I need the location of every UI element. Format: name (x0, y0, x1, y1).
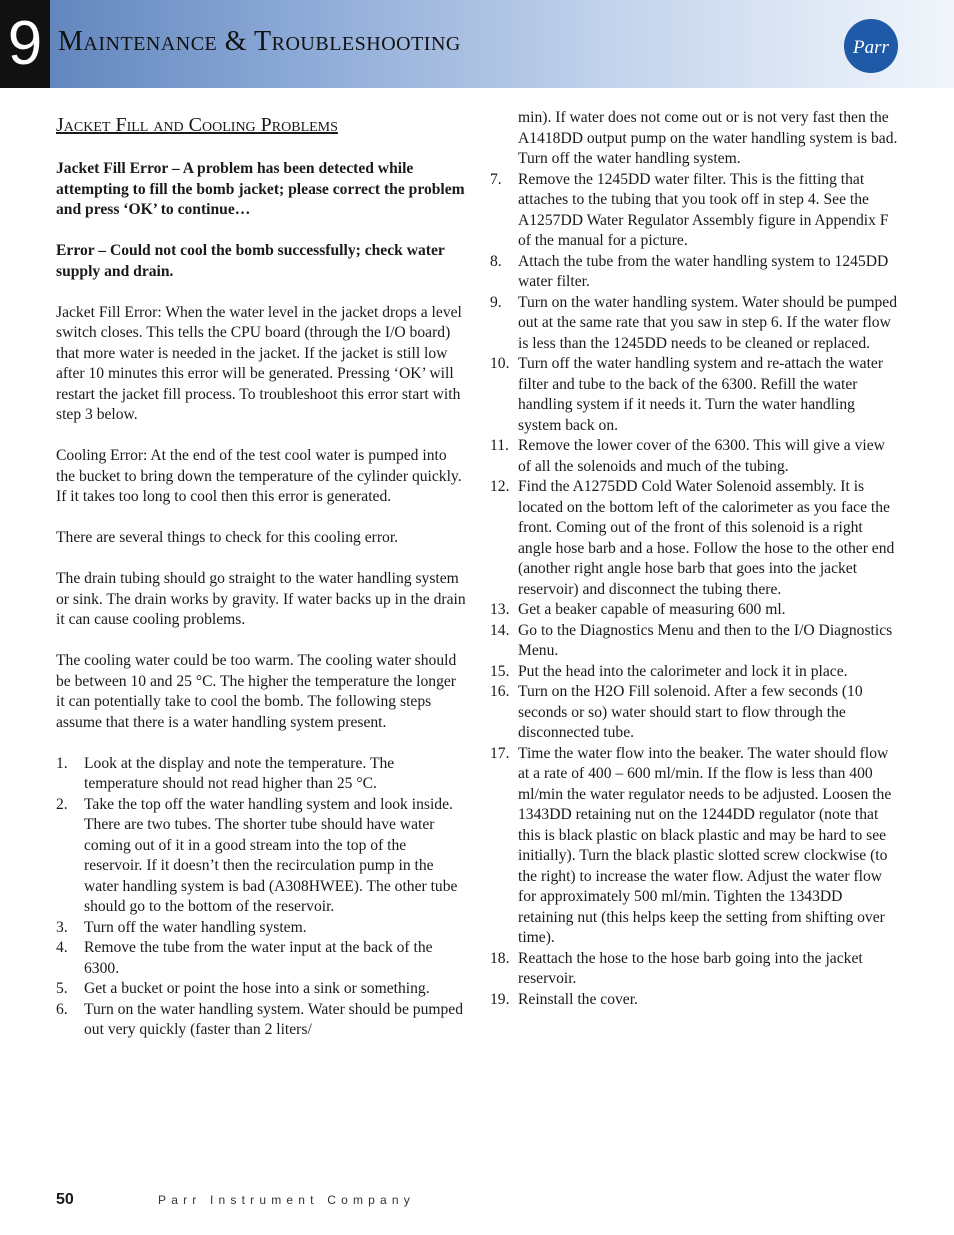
step-text: Put the head into the calorimeter and lock it in place. (518, 662, 848, 680)
logo-text: Parr (853, 37, 889, 58)
step-text: Find the A1275DD Cold Water Solenoid assembly. It is located on the bottom left of the calorimeter as you face the front. Coming out of the front of this solenoid is a right angle hose barb and a hose. Follow the hose to the other end (another right angle hose barb that goes into the jacket reservoir) and disconnect the tubing there. (518, 478, 895, 598)
step-text: Turn on the H2O Fill solenoid. After a few seconds (10 seconds or so) water should start to flow through the disconnected tube. (518, 683, 863, 741)
list-item (490, 682, 900, 744)
paragraph-jacket-fill: Jacket Fill Error: When the water level in the jacket drops a level switch closes. This tells the CPU board (through the I/O board) that more water is needed in the jacket. If the jacket is still low after 10 minutes this error will be generated. Pressing ‘OK’ will restart the jacket fill process. To troubleshoot this error start with step 3 below. (56, 303, 462, 423)
step-number: 4. (56, 939, 68, 956)
step-text: Take the top off the water handling system and look inside. There are two tubes. The shorter tube should have water coming out of it in a good stream into the top of the reservoir. If it doesn’t then the recirculation pump in the water handling system is bad (A308HWEE). The other tube should go to the bottom of the reservoir. (84, 795, 458, 915)
step-number: 1. (56, 754, 68, 772)
list-item (56, 938, 466, 979)
step-number: 2. (56, 795, 68, 813)
list-item (490, 949, 900, 990)
step-text: Remove the 1245DD water filter. This is the fitting that attaches to the tubing that you took off in step 4. See the A1257DD Water Regulator Assembly figure in Appendix F of the manual for a picture. (518, 170, 889, 249)
list-item (56, 1000, 466, 1041)
chapter-number: 9 (0, 0, 50, 88)
list-item (490, 990, 900, 1011)
list-item (490, 662, 900, 683)
footer-company-name: Parr Instrument Company (158, 1193, 415, 1207)
step-text: Reinstall the cover. (518, 990, 638, 1008)
list-item (490, 600, 900, 621)
error-message-jacket-fill: Jacket Fill Error – A problem has been detected while attempting to fill the bomb jacket; please correct the problem and press ‘OK’ to continue… (56, 160, 465, 218)
list-item (56, 754, 466, 795)
list-item (56, 918, 466, 939)
paragraph-check-intro: There are several things to check for this cooling error. (56, 529, 399, 546)
step-number: 19. (490, 990, 510, 1008)
steps-list-left (56, 754, 466, 1041)
step-number: 17. (490, 744, 510, 762)
list-item (490, 170, 900, 252)
step-text: Time the water flow into the beaker. The water should flow at a rate of 400 – 600 ml/min. If the flow is less than 400 ml/min the water regulator needs to be adjusted. Loosen the 1343DD retaining nut on the 1244DD regulator (note that this is black plastic on black plastic and may be hard to see initially). Turn the black plastic slotted screw clockwise (to the right) to increase the water flow. Adjust the water flow for approximately 500 ml/min. Tighten the 1343DD retaining nut (this helps keep the setting from shifting over time). (518, 744, 892, 946)
paragraph-cooling-error: Cooling Error: At the end of the test cool water is pumped into the bucket to bring down the temperature of the cylinder quickly. If it takes too long to cool then this error is generated. (56, 447, 462, 505)
step-number: 3. (56, 918, 68, 936)
step-number: 8. (490, 252, 502, 270)
step-6-continuation: min). If water does not come out or is not very fast then the A1418DD output pump on the water handling system is bad. Turn off the water handling system. (518, 109, 898, 167)
step-number: 18. (490, 949, 510, 967)
step-number: 9. (490, 293, 502, 311)
list-item (490, 436, 900, 477)
step-number: 10. (490, 355, 510, 372)
step-number: 5. (56, 980, 68, 997)
step-number: 14. (490, 621, 510, 639)
step-text: Turn on the water handling system. Water should be pumped out at the same rate that you saw in step 6. If the water flow is less than the 1245DD needs to be cleaned or replaced. (518, 293, 898, 352)
steps-list-right (490, 170, 900, 1011)
step-text: Get a beaker capable of measuring 600 ml. (518, 601, 786, 618)
right-column (490, 108, 900, 1010)
step-text: Remove the tube from the water input at the back of the 6300. (84, 939, 433, 977)
step-text: Turn off the water handling system. (84, 918, 307, 936)
step-number: 13. (490, 601, 510, 618)
section-title: Jacket Fill and Cooling Problems (56, 114, 338, 136)
step-text: Go to the Diagnostics Menu and then to the I/O Diagnostics Menu. (518, 621, 893, 659)
list-item (490, 621, 900, 662)
step-text: Look at the display and note the temperature. The temperature should not read higher than 25 °C. (84, 754, 395, 792)
step-number: 15. (490, 662, 510, 680)
step-number: 11. (490, 437, 509, 454)
step-number: 16. (490, 683, 510, 700)
step-text: Turn on the water handling system. Water should be pumped out very quickly (faster than 2 liters/ (84, 1000, 464, 1038)
list-item (490, 744, 900, 949)
paragraph-drain: The drain tubing should go straight to the water handling system or sink. The drain works by gravity. If water backs up in the drain it can cause cooling problems. (56, 570, 466, 628)
list-item (490, 252, 900, 293)
step-text: Turn off the water handling system and re-attach the water filter and tube to the back of the 6300. Refill the water handling system if it needs it. Turn the water handling system back on. (518, 355, 884, 434)
list-item (490, 477, 900, 600)
error-message-cooling: Error – Could not cool the bomb successfully; check water supply and drain. (56, 242, 445, 280)
step-number: 12. (490, 478, 510, 495)
chapter-header (0, 0, 954, 88)
list-item (56, 979, 466, 1000)
list-item (490, 354, 900, 436)
page-number: 50 (56, 1191, 74, 1208)
chapter-title: Maintenance & Troubleshooting (58, 26, 461, 57)
step-text: Get a bucket or point the hose into a sink or something. (84, 980, 430, 997)
list-item (56, 795, 466, 918)
step-text: Reattach the hose to the hose barb going into the jacket reservoir. (518, 949, 863, 987)
step-text: Attach the tube from the water handling system to 1245DD water filter. (518, 252, 889, 290)
paragraph-cooling-water: The cooling water could be too warm. The cooling water should be between 10 and 25 °C. The higher the temperature the longer it can potentially take to cool the bomb. The following steps assume that there is a water handling system present. (56, 652, 457, 731)
parr-logo (843, 18, 899, 74)
step-number: 7. (490, 170, 502, 188)
step-text: Remove the lower cover of the 6300. This will give a view of all the solenoids and much of the tubing. (518, 437, 885, 475)
list-item (490, 293, 900, 355)
step-number: 6. (56, 1000, 68, 1018)
left-column (56, 113, 466, 1041)
